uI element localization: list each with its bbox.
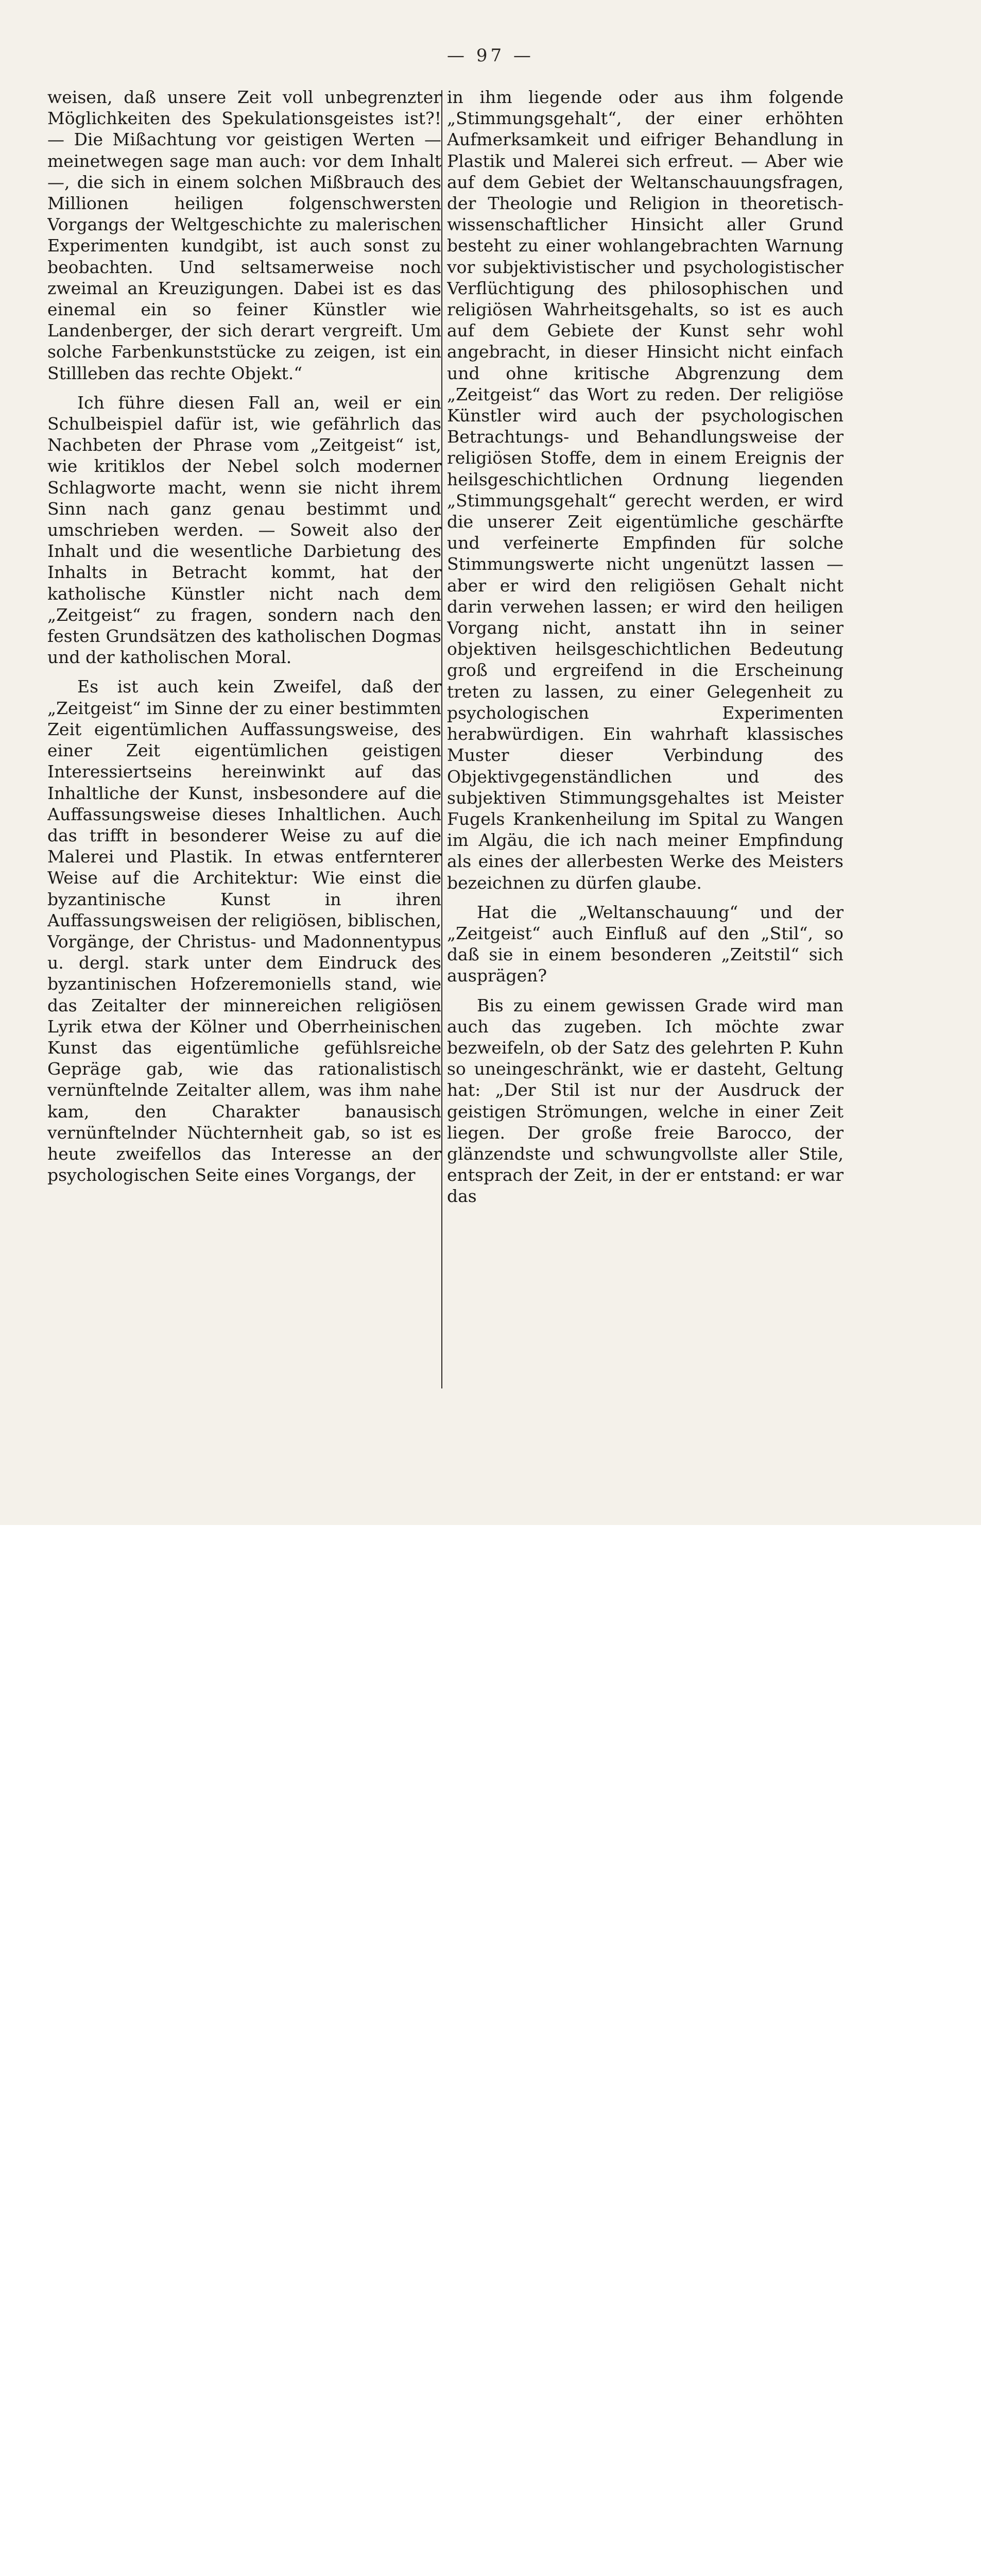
left-text-column bbox=[47, 87, 441, 1405]
left-paragraph-3: Es ist auch kein Zweifel, daß der „Zeitgeist“ im Sinne der zu einer bestimmten Zeit eigentümlichen Auffassungsweise, des einer Zeit eigentümlichen geistigen Interessiertseins hereinwinkt auf das Inhaltliche der Kunst, insbesondere auf die Auffassungsweise dieses Inhaltlichen. Auch das trifft in besonderer Weise zu auf die Malerei und Plastik. In etwas entfernterer Weise auf die Architektur: Wie einst die byzantinische Kunst in ihren Auffassungsweisen der religiösen, biblischen, Vorgänge, der Christus- und Madonnentypus u. dergl. stark unter dem Eindruck des byzantinischen Hofzeremoniells stand, wie das Zeitalter der minnereichen religiösen Lyrik etwa der Kölner und Oberrheinischen Kunst das eigentümliche gefühlsreiche Gepräge gab, wie das rationalistisch vernünftelnde Zeitalter allem, was ihm nahe kam, den Charakter banausisch vernünftelnder Nüchternheit gab, so ist es heute zweifellos das Interesse an der psychologischen Seite eines Vorgangs, der bbox=[47, 676, 441, 1185]
right-paragraph-2: Hat die „Weltanschauung“ und der „Zeitgeist“ auch Einfluß auf den „Stil“, so daß sie in einem besonderen „Zeitstil“ sich ausprägen? bbox=[447, 902, 844, 986]
column-divider bbox=[441, 90, 442, 1388]
right-paragraph-1: in ihm liegende oder aus ihm folgende „Stimmungsgehalt“, der einer erhöhten Aufmerksamkeit und eifriger Behandlung in Plastik und Malerei sich erfreut. — Aber wie auf dem Gebiet der Weltanschauungsfragen, der Theologie und Religion in theoretisch-wissenschaftlicher Hinsicht aller Grund besteht zu einer wohlangebrachten Warnung vor subjektivistischer und psychologistischer Verflüchtigung des philosophischen und religiösen Wahrheitsgehalts, so ist es auch auf dem Gebiete der Kunst sehr wohl angebracht, in dieser Hinsicht nicht einfach und ohne kritische Abgrenzung dem „Zeitgeist“ das Wort zu reden. Der religiöse Künstler wird auch der psychologischen Betrachtungs- und Behandlungsweise der religiösen Stoffe, dem in einem Ereignis der heilsgeschichtlichen Ordnung liegenden „Stimmungsgehalt“ gerecht werden, er wird die unserer Zeit eigentümliche geschärfte und verfeinerte Empfinden für solche Stimmungswerte nicht ungenützt lassen — aber er wird den religiösen Gehalt nicht darin verwehen lassen; er wird den heiligen Vorgang nicht, anstatt ihn in seiner objektiven heilsgeschichtlichen Bedeutung groß und ergreifend in die Erscheinung treten zu lassen, zu einer Gelegenheit zu psychologischen Experimenten herabwürdigen. Ein wahrhaft klassisches Muster dieser Verbindung des Objektivgegenständlichen und des subjektiven Stimmungsgehaltes ist Meister Fugels Krankenheilung im Spital zu Wangen im Algäu, die ich nach meiner Empfindung als eines der allerbesten Werke des Meisters bezeichnen zu dürfen glaube. bbox=[447, 87, 844, 893]
left-paragraph-1: weisen, daß unsere Zeit voll unbegrenzter Möglichkeiten des Spekulationsgeistes ist?! — Die Mißachtung vor geistigen Werten — meinetwegen sage man auch: vor dem Inhalt —, die sich in einem solchen Mißbrauch des Millionen heiligen folgenschwersten Vorgangs der Weltgeschichte zu malerischen Experimenten kundgibt, ist auch sonst zu beobachten. Und seltsamerweise noch zweimal an Kreuzigungen. Dabei ist es das einemal ein so feiner Künstler wie Landenberger, der sich derart vergreift. Um solche Farbenkunststücke zu zeigen, ist ein Stillleben das rechte Objekt.“ bbox=[47, 87, 441, 383]
right-paragraph-3: Bis zu einem gewissen Grade wird man auch das zugeben. Ich möchte zwar bezweifeln, ob der Satz des gelehrten P. Kuhn so uneingeschränkt, wie er dasteht, Geltung hat: „Der Stil ist nur der Ausdruck der geistigen Strömungen, welche in einer Zeit liegen. Der große freie Barocco, der glänzendste und schwungvollste aller Stile, entsprach der Zeit, in der er entstand: er war das bbox=[447, 995, 844, 1207]
page-number: — 97 — bbox=[447, 45, 534, 66]
right-text-column bbox=[447, 87, 844, 1405]
left-paragraph-2: Ich führe diesen Fall an, weil er ein Schulbeispiel dafür ist, wie gefährlich das Nachbeten der Phrase vom „Zeitgeist“ ist, wie kritiklos der Nebel solch moderner Schlagworte macht, wenn sie nicht ihrem Sinn nach ganz genau bestimmt und umschrieben werden. — Soweit also der Inhalt und die wesentliche Darbietung des Inhalts in Betracht kommt, hat der katholische Künstler nicht nach dem „Zeitgeist“ zu fragen, sondern nach den festen Grundsätzen des katholischen Dogmas und der katholischen Moral. bbox=[47, 392, 441, 668]
library-footer bbox=[0, 1525, 981, 1598]
